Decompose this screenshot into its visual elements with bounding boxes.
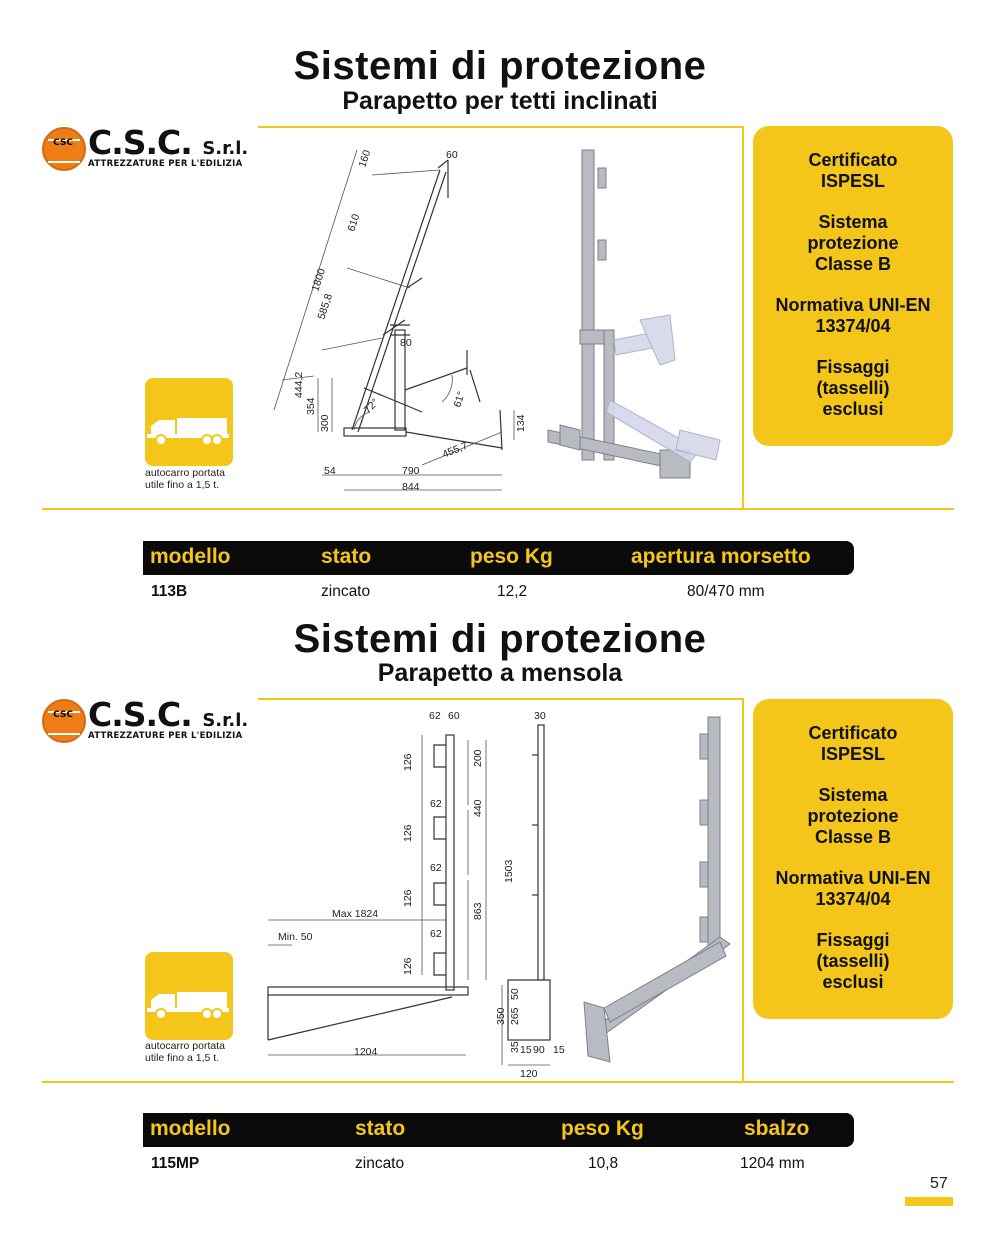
- logo-globe-text: CSC: [53, 710, 73, 720]
- col-stato: stato: [321, 545, 372, 568]
- dim-label: 62: [430, 928, 442, 940]
- dim-label: 610: [345, 212, 363, 233]
- truck-caption-line2: utile fino a 1,5 t.: [145, 1052, 220, 1064]
- dim-label: 844: [402, 481, 420, 493]
- technical-drawing-bracket-guard: [262, 705, 572, 1080]
- cell-sbalzo: 1204 mm: [740, 1155, 805, 1172]
- logo-globe-text: CSC: [53, 138, 73, 148]
- table-row: [143, 583, 854, 605]
- dim-label: 1204: [354, 1046, 378, 1058]
- globe-icon: [42, 127, 86, 171]
- dim-label: 350: [495, 1007, 507, 1025]
- dim-label: 126: [402, 824, 414, 842]
- logo-suffix: S.r.l.: [202, 138, 249, 159]
- truck-icon: [145, 952, 233, 1040]
- dim-label: 160: [356, 148, 374, 169]
- col-sbalzo: sbalzo: [744, 1117, 810, 1140]
- cell-stato: zincato: [321, 583, 371, 600]
- product-render-roof-guard: [540, 140, 740, 500]
- logo-brand: C.S.C.: [88, 123, 192, 162]
- dim-label: 440: [472, 799, 484, 817]
- dim-label: 61°: [451, 390, 468, 409]
- dim-label: 15: [520, 1044, 532, 1056]
- logo-tagline: ATTREZZATURE PER L'EDILIZIA: [88, 731, 243, 741]
- cell-peso: 12,2: [497, 583, 528, 600]
- logo-suffix: S.r.l.: [202, 710, 249, 731]
- truck-icon: [145, 378, 233, 466]
- page-title: Sistemi di protezione: [293, 44, 707, 88]
- dim-label: 455,7: [440, 439, 470, 461]
- dim-label: Min. 50: [278, 931, 313, 943]
- cert-line: Fissaggi (tasselli) esclusi: [816, 930, 890, 992]
- truck-caption-line1: autocarro portata: [145, 1040, 225, 1052]
- dim-label: 90: [533, 1044, 545, 1056]
- dim-label: 444,2: [293, 371, 305, 398]
- dim-label: 200: [472, 749, 484, 767]
- col-peso: peso Kg: [561, 1117, 644, 1140]
- certification-panel: [753, 126, 953, 446]
- page-number: 57: [930, 1175, 948, 1192]
- dim-label: 54: [324, 465, 336, 477]
- dim-label: 62: [430, 862, 442, 874]
- table-row: [143, 1155, 854, 1177]
- dim-label: 300: [319, 414, 331, 432]
- dim-label: 354: [305, 397, 317, 415]
- dim-label: 134: [515, 414, 527, 432]
- cell-peso: 10,8: [588, 1155, 619, 1172]
- dim-label: 585,8: [315, 292, 335, 321]
- col-modello: modello: [150, 1117, 231, 1140]
- cell-modello: 113B: [151, 583, 188, 600]
- logo-brand: C.S.C.: [88, 695, 192, 734]
- page-subtitle: Parapetto per tetti inclinati: [342, 87, 658, 115]
- technical-drawing-roof-guard: [262, 140, 532, 505]
- globe-icon: [42, 699, 86, 743]
- dim-label: 72°: [361, 396, 382, 417]
- dim-label: 60: [448, 710, 460, 722]
- cert-line: Certificato ISPESL: [808, 723, 898, 764]
- cert-line: Normativa UNI-EN 13374/04: [775, 295, 931, 336]
- cell-stato: zincato: [355, 1155, 405, 1172]
- product-render-bracket-guard: [570, 712, 740, 1074]
- company-logo: [42, 697, 257, 747]
- dim-label: 1800: [309, 267, 329, 293]
- col-stato: stato: [355, 1117, 406, 1140]
- cert-line: Normativa UNI-EN 13374/04: [775, 868, 931, 909]
- dim-label: 15: [553, 1044, 565, 1056]
- truck-caption-line2: utile fino a 1,5 t.: [145, 479, 220, 491]
- page-title: Sistemi di protezione: [293, 617, 707, 661]
- cert-line: Sistema protezione Classe B: [807, 212, 899, 274]
- dim-label: 50: [509, 988, 521, 1000]
- page-subtitle: Parapetto a mensola: [377, 659, 623, 687]
- dim-label: 30: [534, 710, 546, 722]
- dim-label: 126: [402, 957, 414, 975]
- dim-label: 126: [402, 889, 414, 907]
- section-divider: [42, 1081, 954, 1083]
- cell-apertura: 80/470 mm: [687, 583, 765, 600]
- cert-line: Fissaggi (tasselli) esclusi: [816, 357, 890, 419]
- dim-label: Max 1824: [332, 908, 379, 920]
- col-modello: modello: [150, 545, 231, 568]
- col-apertura: apertura morsetto: [631, 545, 811, 568]
- cert-line: Sistema protezione Classe B: [807, 785, 899, 847]
- truck-badge: [145, 378, 233, 466]
- dim-label: 126: [402, 753, 414, 771]
- cell-modello: 115MP: [151, 1155, 200, 1172]
- truck-badge: [145, 952, 233, 1040]
- dim-label: 120: [520, 1068, 538, 1080]
- truck-caption-line1: autocarro portata: [145, 467, 225, 479]
- specs-table-header: [143, 1113, 854, 1147]
- certification-panel: [753, 699, 953, 1019]
- dim-label: 60: [446, 149, 458, 161]
- dim-label: 62: [429, 710, 441, 722]
- specs-table-header: [143, 541, 854, 575]
- cert-line: Certificato ISPESL: [808, 150, 898, 191]
- dim-label: 80: [400, 337, 412, 349]
- col-peso: peso Kg: [470, 545, 553, 568]
- dim-label: 1503: [503, 859, 515, 883]
- dim-label: 35: [509, 1041, 521, 1053]
- dim-label: 265: [509, 1007, 521, 1025]
- dim-label: 790: [402, 465, 420, 477]
- dim-label: 863: [472, 902, 484, 920]
- section-divider: [42, 508, 954, 510]
- page-number-bar: [905, 1197, 953, 1206]
- company-logo: [42, 125, 257, 175]
- dim-label: 62: [430, 798, 442, 810]
- logo-tagline: ATTREZZATURE PER L'EDILIZIA: [88, 159, 243, 169]
